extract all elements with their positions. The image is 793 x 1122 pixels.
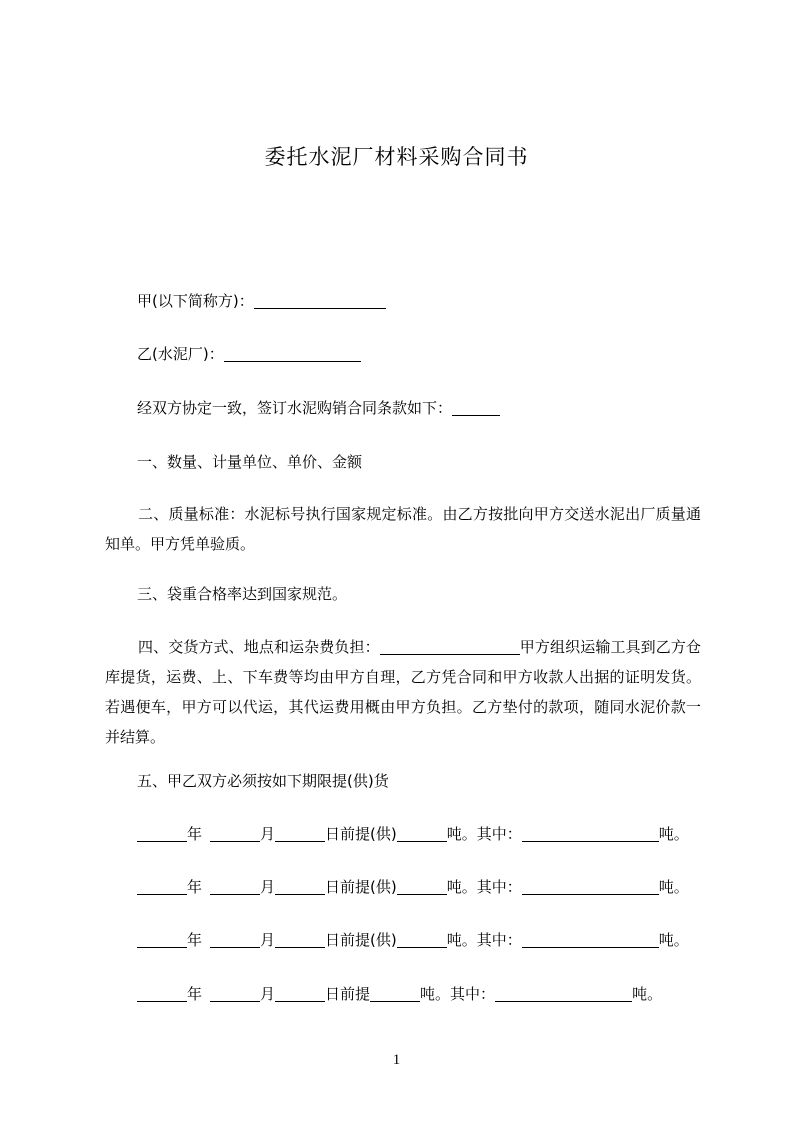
- month-label: 月: [260, 985, 276, 1003]
- intro-text: 经双方协定一致，签订水泥购销合同条款如下：: [137, 399, 453, 417]
- schedule-row: [137, 873, 689, 901]
- blank: [137, 983, 187, 1002]
- page-number: 1: [392, 1052, 401, 1068]
- party-b-line: [137, 340, 361, 368]
- blank: [522, 929, 659, 948]
- schedule-row: [137, 926, 689, 954]
- clause-3: 三、袋重合格率达到国家规范。: [137, 585, 348, 603]
- blank: [137, 929, 187, 948]
- blank: [522, 823, 659, 842]
- party-a-line: [137, 287, 386, 315]
- tons-among-label: 吨。其中：: [420, 985, 496, 1003]
- blank: [137, 823, 187, 842]
- blank: [275, 876, 325, 895]
- clause-4-prefix: 四、交货方式、地点和运杂费负担：: [138, 638, 380, 656]
- year-label: 年: [187, 878, 203, 896]
- blank: [275, 983, 325, 1002]
- blank: [137, 876, 187, 895]
- year-label: 年: [187, 985, 203, 1003]
- tons-end-label: 吨。: [632, 985, 663, 1003]
- day-label: 日前提(供): [325, 878, 397, 896]
- clause-4-blank: [380, 636, 520, 655]
- blank: [210, 983, 260, 1002]
- month-label: 月: [260, 825, 276, 843]
- clause-4: [105, 632, 701, 752]
- tons-end-label: 吨。: [658, 878, 689, 896]
- schedule-row: [137, 820, 689, 848]
- tons-end-label: 吨。: [658, 825, 689, 843]
- blank: [397, 823, 447, 842]
- intro-blank: [452, 397, 500, 416]
- tons-among-label: 吨。其中：: [446, 931, 522, 949]
- clause-4-rest: 甲方组织运输工具到乙方仓库提货，运费、上、下车费等均由甲方自理，乙方凭合同和甲方收款人出据的证明发货。若遇便车，甲方可以代运，其代运费用概由甲方负担。乙方垫付的款项，随同水泥价款一并结算。: [105, 638, 701, 746]
- blank: [210, 929, 260, 948]
- blank: [370, 983, 420, 1002]
- party-a-blank: [254, 290, 386, 309]
- clause-1: 一、数量、计量单位、单价、金额: [137, 453, 363, 471]
- month-label: 月: [260, 878, 276, 896]
- party-b-label: 乙(水泥厂)：: [137, 345, 224, 363]
- intro-line: [137, 394, 500, 422]
- blank: [397, 929, 447, 948]
- blank: [522, 876, 659, 895]
- month-label: 月: [260, 931, 276, 949]
- day-label: 日前提(供): [325, 825, 397, 843]
- year-label: 年: [187, 931, 203, 949]
- tons-end-label: 吨。: [658, 931, 689, 949]
- clause-2: 二、质量标准：水泥标号执行国家规定标准。由乙方按批向甲方交送水泥出厂质量通知单。甲方凭单验质。: [105, 505, 701, 553]
- day-label: 日前提: [325, 985, 371, 1003]
- blank: [275, 929, 325, 948]
- blank: [397, 876, 447, 895]
- document-title: 委托水泥厂材料采购合同书: [264, 145, 529, 169]
- day-label: 日前提(供): [325, 931, 397, 949]
- blank: [275, 823, 325, 842]
- blank: [495, 983, 632, 1002]
- year-label: 年: [187, 825, 203, 843]
- blank: [210, 823, 260, 842]
- tons-among-label: 吨。其中：: [446, 825, 522, 843]
- schedule-row: [137, 980, 662, 1008]
- blank: [210, 876, 260, 895]
- clause-5: 五、甲乙双方必须按如下期限提(供)货: [137, 772, 389, 790]
- tons-among-label: 吨。其中：: [446, 878, 522, 896]
- party-b-blank: [224, 343, 361, 362]
- party-a-label: 甲(以下简称方)：: [137, 292, 254, 310]
